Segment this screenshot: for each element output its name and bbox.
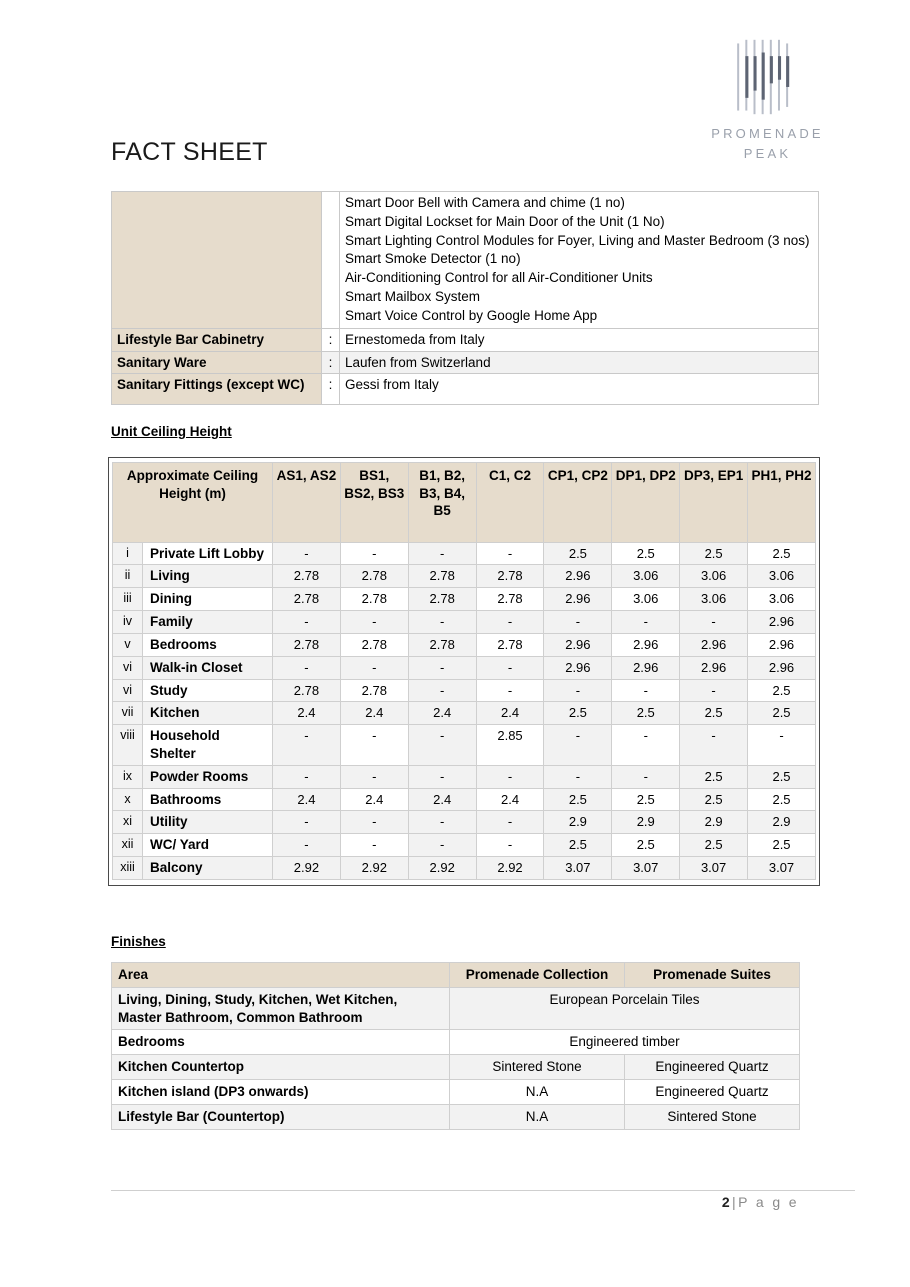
smart-home-colon-cell <box>322 192 340 329</box>
table-row <box>113 656 816 679</box>
finishes-value-span: Engineered timber <box>450 1030 800 1055</box>
table-header-row <box>113 463 816 543</box>
spec-label: Sanitary Fittings (except WC) <box>112 374 322 405</box>
cell-value: 2.4 <box>476 702 544 725</box>
cell-value: 2.96 <box>680 656 748 679</box>
header-area: Area <box>112 963 450 988</box>
header-column-3: C1, C2 <box>476 463 544 543</box>
finishes-value-collection: Sintered Stone <box>450 1055 625 1080</box>
cell-value: - <box>273 834 341 857</box>
row-label: Utility <box>143 811 273 834</box>
finishes-value-suites: Engineered Quartz <box>625 1080 800 1105</box>
row-numeral: iv <box>113 611 143 634</box>
cell-value: - <box>408 611 476 634</box>
table-row <box>113 588 816 611</box>
cell-value: 2.9 <box>544 811 612 834</box>
cell-value: - <box>748 725 816 766</box>
table-row <box>113 702 816 725</box>
cell-value: - <box>340 811 408 834</box>
cell-value: - <box>408 542 476 565</box>
table-row <box>112 1030 800 1055</box>
list-item: Smart Voice Control by Google Home App <box>345 307 598 323</box>
cell-value: - <box>476 542 544 565</box>
cell-value: 2.5 <box>544 834 612 857</box>
page-number-value: 2 <box>721 1194 733 1210</box>
spec-label: Lifestyle Bar Cabinetry <box>112 328 322 351</box>
cell-value: - <box>340 725 408 766</box>
cell-value: 2.96 <box>748 656 816 679</box>
cell-value: 2.5 <box>748 765 816 788</box>
cell-value: 2.5 <box>680 765 748 788</box>
table-row <box>112 1104 800 1129</box>
row-label: WC/ Yard <box>143 834 273 857</box>
cell-value: - <box>273 725 341 766</box>
row-numeral: vii <box>113 702 143 725</box>
logo-wordmark-line2: PEAK <box>743 145 792 161</box>
cell-value: 2.5 <box>612 788 680 811</box>
row-label: Study <box>143 679 273 702</box>
cell-value: 2.5 <box>680 702 748 725</box>
header-column-2: B1, B2, B3, B4, B5 <box>408 463 476 543</box>
table-row <box>113 834 816 857</box>
row-numeral: i <box>113 542 143 565</box>
cell-value: 3.06 <box>748 588 816 611</box>
cell-value: 2.92 <box>340 857 408 880</box>
cell-value: 2.78 <box>273 588 341 611</box>
cell-value: 2.4 <box>340 788 408 811</box>
table-row <box>112 1055 800 1080</box>
cell-value: 2.5 <box>544 788 612 811</box>
cell-value: 2.78 <box>340 633 408 656</box>
cell-value: 2.4 <box>408 788 476 811</box>
cell-value: 2.5 <box>612 834 680 857</box>
footer-divider <box>111 1190 855 1191</box>
finishes-table-body <box>112 987 800 1129</box>
cell-value: - <box>544 765 612 788</box>
table-row <box>113 565 816 588</box>
specifications-table <box>111 191 819 405</box>
row-numeral: xii <box>113 834 143 857</box>
promenade-peak-bars-logo-icon <box>720 38 816 116</box>
list-item: Smart Mailbox System <box>345 289 481 305</box>
cell-value: - <box>612 611 680 634</box>
table-row <box>113 633 816 656</box>
cell-value: - <box>680 679 748 702</box>
cell-value: - <box>408 765 476 788</box>
row-numeral: vi <box>113 656 143 679</box>
cell-value: - <box>273 811 341 834</box>
cell-value: - <box>273 765 341 788</box>
logo-wordmark-line1: PROMENADE <box>711 126 824 141</box>
cell-value: - <box>680 725 748 766</box>
footer-page-number <box>722 1194 799 1210</box>
cell-value: 2.5 <box>612 702 680 725</box>
cell-value: 2.78 <box>340 588 408 611</box>
cell-value: 2.78 <box>476 633 544 656</box>
finishes-value-suites: Engineered Quartz <box>625 1055 800 1080</box>
cell-value: - <box>408 811 476 834</box>
table-row <box>113 611 816 634</box>
cell-value: 2.92 <box>273 857 341 880</box>
cell-value: 3.06 <box>612 588 680 611</box>
cell-value: 2.78 <box>408 588 476 611</box>
cell-value: 2.78 <box>340 565 408 588</box>
row-numeral: ii <box>113 565 143 588</box>
header-column-5: DP1, DP2 <box>612 463 680 543</box>
spec-colon: : <box>322 351 340 374</box>
cell-value: - <box>340 834 408 857</box>
cell-value: 2.96 <box>544 656 612 679</box>
list-item: Smart Digital Lockset for Main Door of the Unit (1 No) <box>345 213 665 229</box>
finishes-value-suites: Sintered Stone <box>625 1104 800 1129</box>
cell-value: 2.4 <box>273 702 341 725</box>
table-row <box>113 725 816 766</box>
cell-value: - <box>273 656 341 679</box>
table-row-smart-home <box>112 192 819 329</box>
table-row <box>113 788 816 811</box>
cell-value: - <box>476 656 544 679</box>
row-numeral: viii <box>113 725 143 766</box>
finishes-area: Bedrooms <box>112 1030 450 1055</box>
table-header-row <box>112 963 800 988</box>
cell-value: - <box>340 542 408 565</box>
cell-value: 2.5 <box>748 679 816 702</box>
table-row <box>113 542 816 565</box>
cell-value: 2.78 <box>408 565 476 588</box>
ceiling-table-body <box>113 542 816 879</box>
finishes-area: Living, Dining, Study, Kitchen, Wet Kitchen, Master Bathroom, Common Bathroom <box>112 987 450 1030</box>
smart-home-label-cell <box>112 192 322 329</box>
cell-value: 3.06 <box>680 565 748 588</box>
cell-value: - <box>408 834 476 857</box>
row-numeral: xiii <box>113 857 143 880</box>
finishes-table-head <box>112 963 800 988</box>
cell-value: 3.07 <box>748 857 816 880</box>
cell-value: - <box>476 679 544 702</box>
cell-value: - <box>612 679 680 702</box>
cell-value: - <box>273 611 341 634</box>
cell-value: 2.85 <box>476 725 544 766</box>
row-numeral: ix <box>113 765 143 788</box>
spec-colon: : <box>322 328 340 351</box>
section-heading-unit-ceiling-height: Unit Ceiling Height <box>111 424 232 439</box>
header-column-1: BS1, BS2, BS3 <box>340 463 408 543</box>
spec-value: Gessi from Italy <box>340 374 819 405</box>
cell-value: 3.06 <box>612 565 680 588</box>
row-numeral: xi <box>113 811 143 834</box>
cell-value: - <box>476 611 544 634</box>
specifications-table-body <box>112 192 819 405</box>
cell-value: 2.96 <box>612 633 680 656</box>
cell-value: 2.5 <box>748 542 816 565</box>
cell-value: 2.78 <box>408 633 476 656</box>
list-item: Smart Door Bell with Camera and chime (1 no) <box>345 195 625 210</box>
cell-value: 2.78 <box>476 588 544 611</box>
row-numeral: vi <box>113 679 143 702</box>
header-column-4: CP1, CP2 <box>544 463 612 543</box>
cell-value: - <box>544 611 612 634</box>
page-separator: | <box>732 1194 739 1210</box>
cell-value: 2.96 <box>544 588 612 611</box>
list-item: Smart Lighting Control Modules for Foyer, Living and Master Bedroom (3 nos) <box>345 232 810 248</box>
cell-value: - <box>612 725 680 766</box>
finishes-value-collection: N.A <box>450 1104 625 1129</box>
header-promenade-collection: Promenade Collection <box>450 963 625 988</box>
table-row <box>113 679 816 702</box>
cell-value: - <box>476 765 544 788</box>
row-label: Balcony <box>143 857 273 880</box>
cell-value: - <box>340 611 408 634</box>
cell-value: 2.5 <box>748 702 816 725</box>
finishes-table <box>111 962 800 1130</box>
cell-value: - <box>408 656 476 679</box>
smart-home-items-cell <box>340 192 819 329</box>
page-word: P a g e <box>738 1194 799 1210</box>
row-numeral: iii <box>113 588 143 611</box>
list-item: Smart Smoke Detector (1 no) <box>345 251 521 267</box>
cell-value: - <box>340 656 408 679</box>
table-row <box>112 374 819 405</box>
cell-value: 2.96 <box>748 633 816 656</box>
cell-value: 2.5 <box>680 834 748 857</box>
finishes-area: Lifestyle Bar (Countertop) <box>112 1104 450 1129</box>
table-row <box>113 765 816 788</box>
row-numeral: x <box>113 788 143 811</box>
cell-value: - <box>340 765 408 788</box>
list-item: Air-Conditioning Control for all Air-Conditioner Units <box>345 270 653 286</box>
finishes-value-collection: N.A <box>450 1080 625 1105</box>
cell-value: 3.07 <box>544 857 612 880</box>
cell-value: 2.96 <box>544 565 612 588</box>
cell-value: 2.5 <box>748 788 816 811</box>
section-heading-finishes: Finishes <box>111 934 166 949</box>
cell-value: 2.5 <box>544 542 612 565</box>
cell-value: 2.9 <box>748 811 816 834</box>
table-row <box>112 1080 800 1105</box>
row-label: Family <box>143 611 273 634</box>
cell-value: 2.78 <box>273 633 341 656</box>
cell-value: 2.92 <box>408 857 476 880</box>
header-promenade-suites: Promenade Suites <box>625 963 800 988</box>
finishes-area: Kitchen island (DP3 onwards) <box>112 1080 450 1105</box>
header-column-7: PH1, PH2 <box>748 463 816 543</box>
cell-value: 2.4 <box>476 788 544 811</box>
cell-value: 2.78 <box>476 565 544 588</box>
cell-value: 2.4 <box>408 702 476 725</box>
row-label: Kitchen <box>143 702 273 725</box>
cell-value: 2.92 <box>476 857 544 880</box>
row-label: Private Lift Lobby <box>143 542 273 565</box>
cell-value: 2.5 <box>680 542 748 565</box>
row-label: Bathrooms <box>143 788 273 811</box>
cell-value: 2.5 <box>680 788 748 811</box>
cell-value: 3.06 <box>680 588 748 611</box>
table-row <box>113 857 816 880</box>
row-label: Walk-in Closet <box>143 656 273 679</box>
ceiling-height-table <box>112 462 816 880</box>
cell-value: 2.96 <box>748 611 816 634</box>
cell-value: 3.07 <box>680 857 748 880</box>
cell-value: - <box>476 811 544 834</box>
cell-value: 2.96 <box>680 633 748 656</box>
cell-value: 2.5 <box>544 702 612 725</box>
row-label: Living <box>143 565 273 588</box>
cell-value: - <box>408 679 476 702</box>
smart-home-item-list <box>345 194 813 326</box>
cell-value: 2.96 <box>612 656 680 679</box>
cell-value: 2.78 <box>273 565 341 588</box>
cell-value: - <box>544 679 612 702</box>
table-row <box>112 351 819 374</box>
cell-value: 2.4 <box>340 702 408 725</box>
finishes-value-span: European Porcelain Tiles <box>450 987 800 1030</box>
header-approximate-ceiling-height: Approximate Ceiling Height (m) <box>113 463 273 543</box>
cell-value: 2.9 <box>612 811 680 834</box>
cell-value: 2.9 <box>680 811 748 834</box>
finishes-area: Kitchen Countertop <box>112 1055 450 1080</box>
spec-value: Laufen from Switzerland <box>340 351 819 374</box>
cell-value: - <box>612 765 680 788</box>
cell-value: - <box>544 725 612 766</box>
spec-colon: : <box>322 374 340 405</box>
row-label: Household Shelter <box>143 725 273 766</box>
table-row <box>112 328 819 351</box>
cell-value: 2.78 <box>273 679 341 702</box>
table-row <box>112 987 800 1030</box>
cell-value: 2.4 <box>273 788 341 811</box>
row-label: Dining <box>143 588 273 611</box>
row-label: Bedrooms <box>143 633 273 656</box>
header-column-0: AS1, AS2 <box>273 463 341 543</box>
spec-value: Ernestomeda from Italy <box>340 328 819 351</box>
cell-value: 3.06 <box>748 565 816 588</box>
cell-value: - <box>408 725 476 766</box>
ceiling-height-table-frame <box>108 457 820 886</box>
cell-value: - <box>680 611 748 634</box>
table-row <box>113 811 816 834</box>
cell-value: 2.5 <box>612 542 680 565</box>
header-column-6: DP3, EP1 <box>680 463 748 543</box>
brand-logo <box>680 38 855 163</box>
cell-value: 2.78 <box>340 679 408 702</box>
cell-value: - <box>273 542 341 565</box>
cell-value: 2.5 <box>748 834 816 857</box>
spec-label: Sanitary Ware <box>112 351 322 374</box>
ceiling-table-head <box>113 463 816 543</box>
page-title: FACT SHEET <box>111 138 268 166</box>
cell-value: 2.96 <box>544 633 612 656</box>
row-label: Powder Rooms <box>143 765 273 788</box>
cell-value: - <box>476 834 544 857</box>
row-numeral: v <box>113 633 143 656</box>
cell-value: 3.07 <box>612 857 680 880</box>
